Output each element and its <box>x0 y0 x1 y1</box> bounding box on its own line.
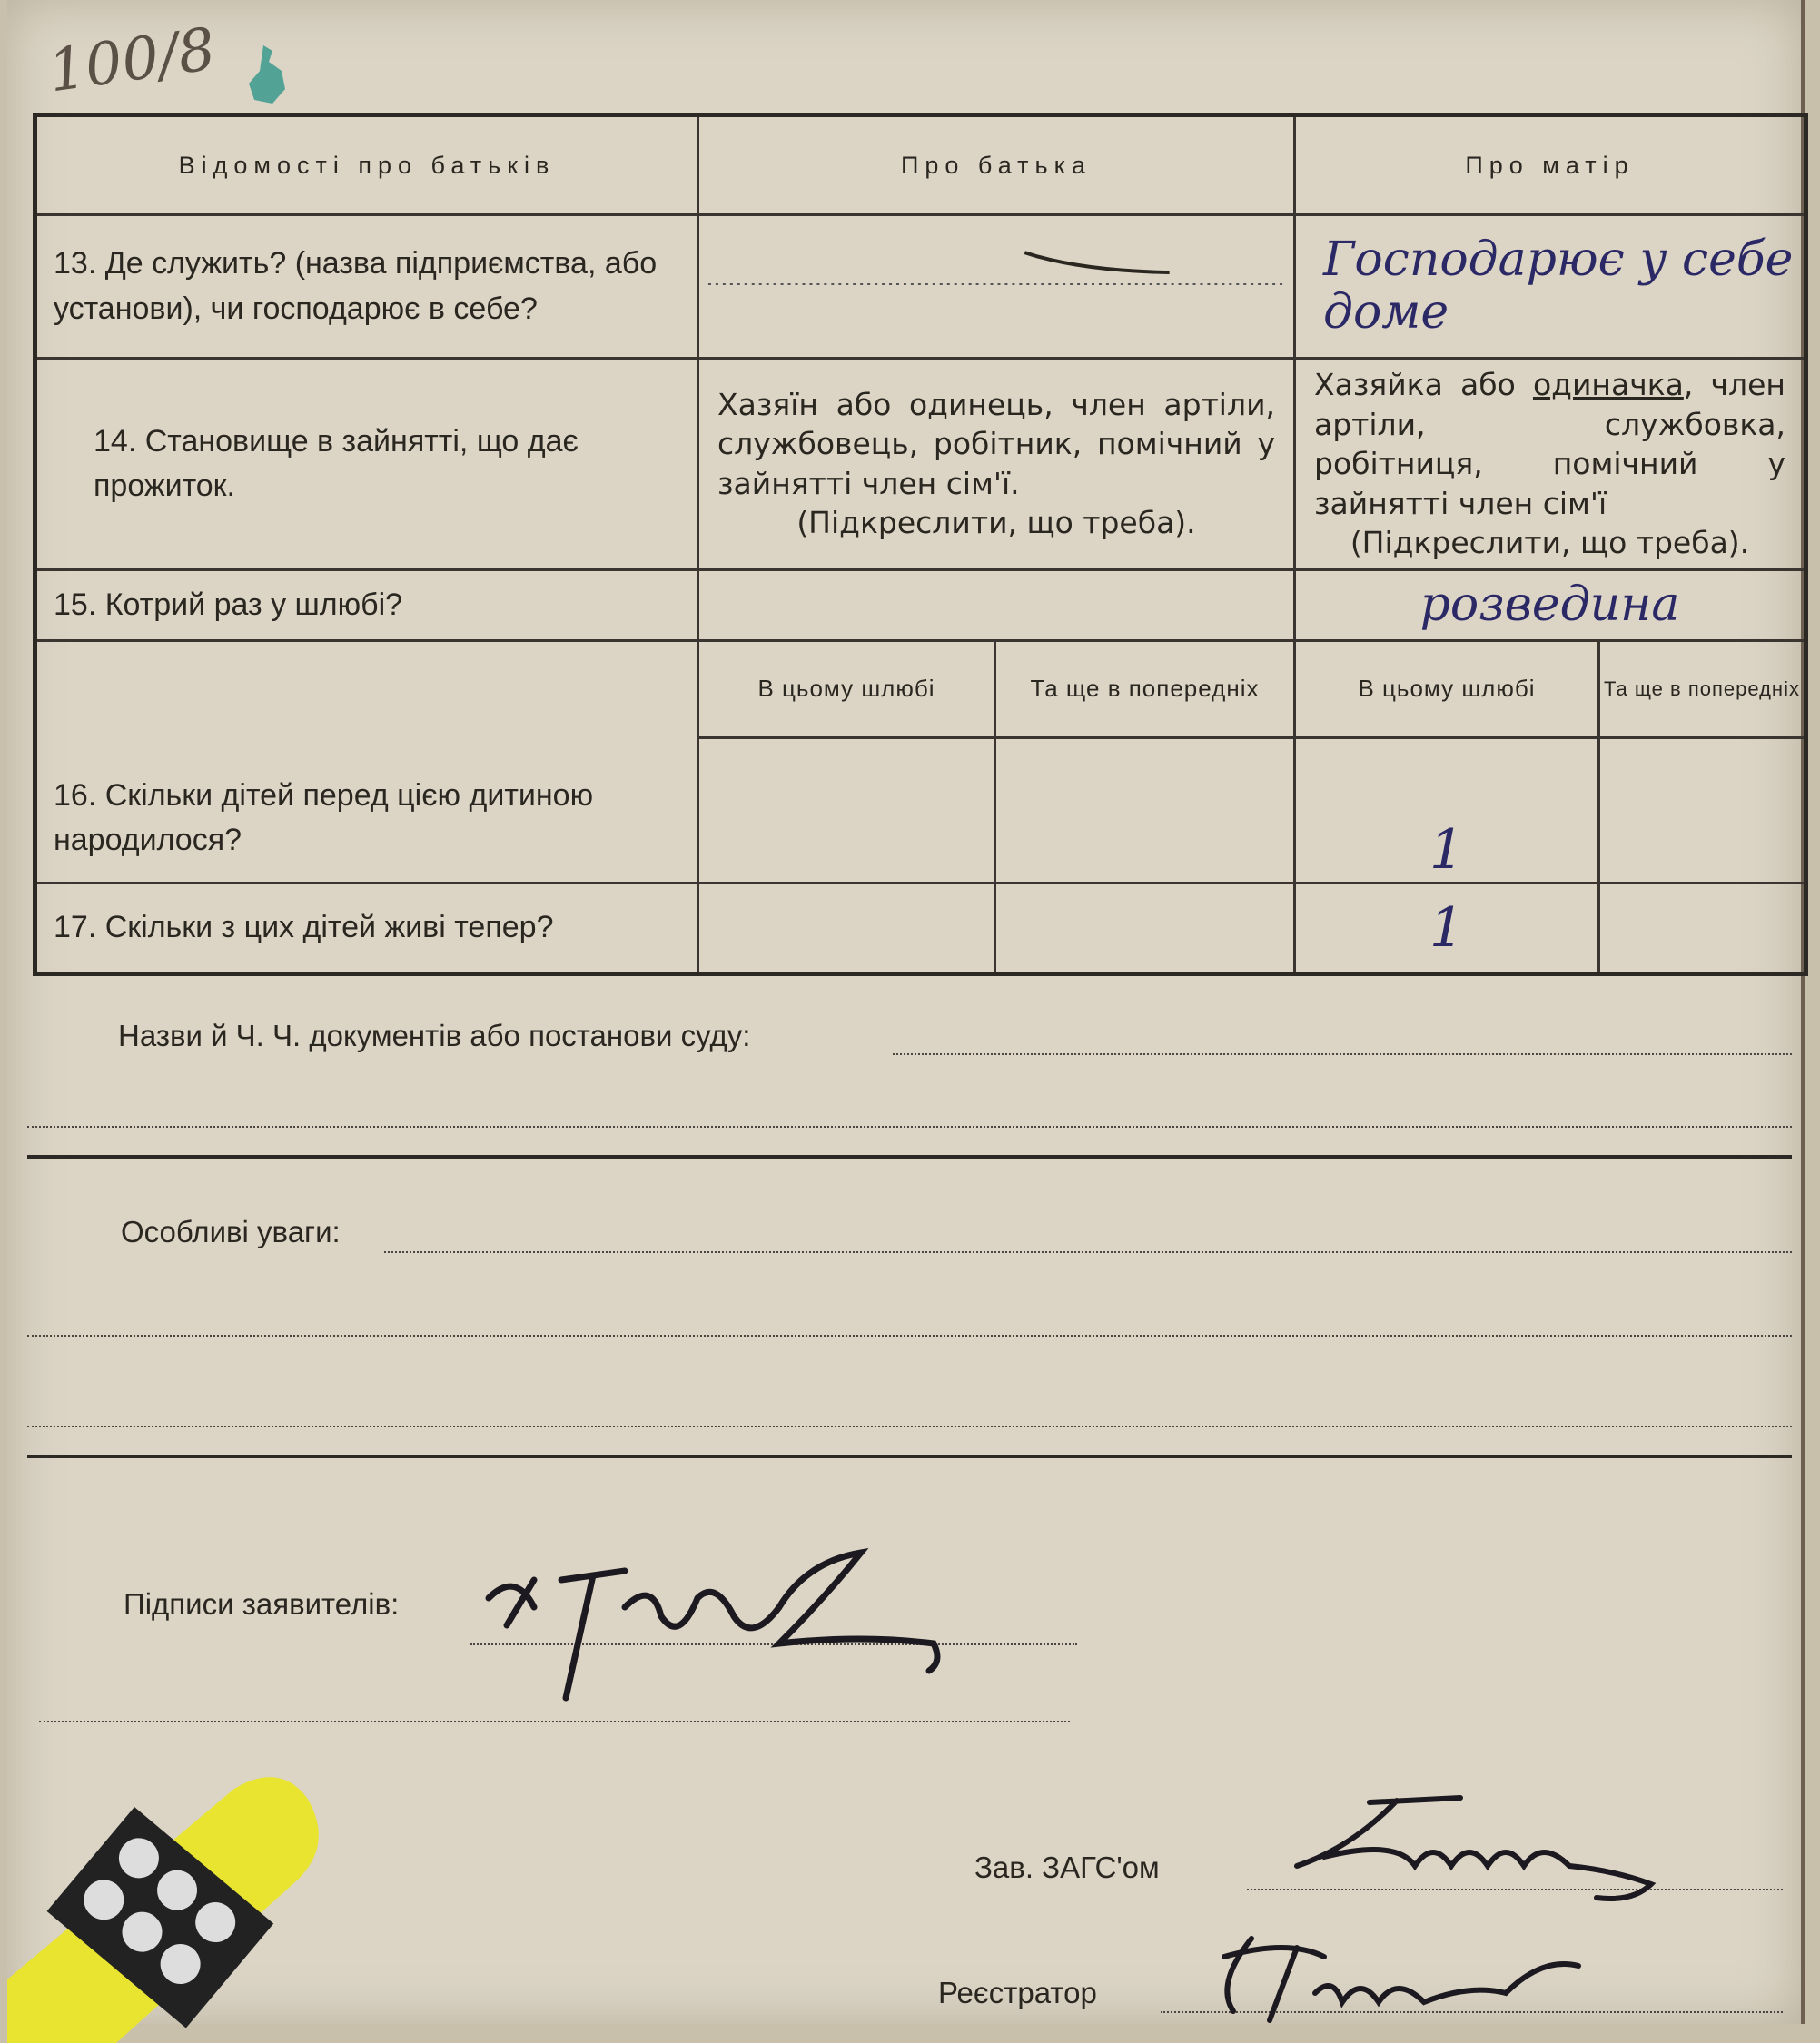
row-q17 <box>35 883 1806 973</box>
applicant-signature <box>480 1544 952 1707</box>
form-sheet <box>7 0 1805 2024</box>
question-13-label: 13. Де служить? (назва підприємства, або установи), чи господарює в себе? <box>35 215 698 359</box>
q13-father-dash <box>699 216 1293 352</box>
sub-header-mother-this: В цьому шлюбі <box>1295 640 1599 737</box>
q17-mother-this: 1 <box>1295 883 1599 973</box>
ink-stain <box>245 44 292 107</box>
documents-field-line-1[interactable] <box>893 1053 1792 1055</box>
q16-father-prev <box>995 737 1295 883</box>
row-q14 <box>35 359 1806 570</box>
q14-mother-underlined: одиначка <box>1532 367 1684 402</box>
yellow-paper-clip <box>7 1771 407 2043</box>
signatures-field-line-2[interactable] <box>39 1721 1070 1722</box>
question-17-label: 17. Скільки з цих дітей живі тепер? <box>35 883 698 973</box>
header-parents-info: Відомості про батьків <box>35 115 698 215</box>
q15-father-cell <box>698 569 1295 640</box>
notes-label: Особливі уваги: <box>121 1215 341 1248</box>
notes-field-line-3[interactable] <box>27 1426 1792 1427</box>
q16-mother-this: 1 <box>1295 737 1599 883</box>
notes-field-line-1[interactable] <box>384 1251 1792 1253</box>
row-q15 <box>35 569 1806 640</box>
q16-father-this <box>698 737 995 883</box>
q17-father-this <box>698 883 995 973</box>
archive-number: 100/8 <box>44 15 220 106</box>
signatures-label: Підписи заявителів: <box>124 1587 400 1621</box>
header-mother: Про матір <box>1295 115 1806 215</box>
sub-header-father-prev: Та ще в попередніх <box>995 640 1295 737</box>
documents-field-line-2[interactable] <box>27 1126 1792 1128</box>
sub-header-mother-prev: Та ще в попередніх <box>1599 640 1806 737</box>
q17-father-prev <box>995 883 1295 973</box>
row-q13 <box>35 215 1806 359</box>
q14-father-note: (Підкреслити, що треба). <box>796 505 1196 541</box>
q14-father-options <box>698 359 1295 570</box>
notes-field-line-2[interactable] <box>27 1335 1792 1337</box>
q15-mother-answer: розведина <box>1295 569 1806 640</box>
q16-mother-prev <box>1599 737 1806 883</box>
q14-mother-text-post: , член артіли, службовка, робітниця, помічний у зайнятті член сім'ї <box>1314 367 1785 521</box>
parents-info-table <box>33 113 1808 976</box>
q14-mother-text-pre: Хазяйка або <box>1314 367 1533 402</box>
section-divider-2 <box>27 1455 1792 1458</box>
q14-mother-options <box>1295 359 1806 570</box>
q13-mother-answer: Господарює у себе доме <box>1295 215 1806 359</box>
zags-head-label: Зав. ЗАГС'ом <box>974 1851 1160 1884</box>
zags-head-signature <box>1270 1784 1678 1911</box>
q13-father-cell <box>698 215 1295 359</box>
header-father: Про батька <box>698 115 1295 215</box>
row-q16-sub-header <box>35 640 1806 737</box>
sub-header-father-this: В цьому шлюбі <box>698 640 995 737</box>
question-16-label: 16. Скільки дітей перед цією дитиною народилося? <box>35 640 698 883</box>
q14-father-text: Хазяїн або одинець, член артіли, службовець, робітник, помічний у зайнятті член сім'ї. <box>717 386 1275 501</box>
registrar-signature <box>1197 1920 1606 2024</box>
question-14-label: 14. Становище в зайнятті, що дає прожиток. <box>35 359 698 570</box>
section-divider-1 <box>27 1155 1792 1159</box>
q17-mother-prev <box>1599 883 1806 973</box>
table-header-row <box>35 115 1806 215</box>
question-15-label: 15. Котрий раз у шлюбі? <box>35 569 698 640</box>
documents-label: Назви й Ч. Ч. документів або постанови суду: <box>118 1019 751 1052</box>
q14-mother-note: (Підкреслити, що треба). <box>1350 525 1750 561</box>
registrar-label: Реєстратор <box>938 1976 1097 2009</box>
